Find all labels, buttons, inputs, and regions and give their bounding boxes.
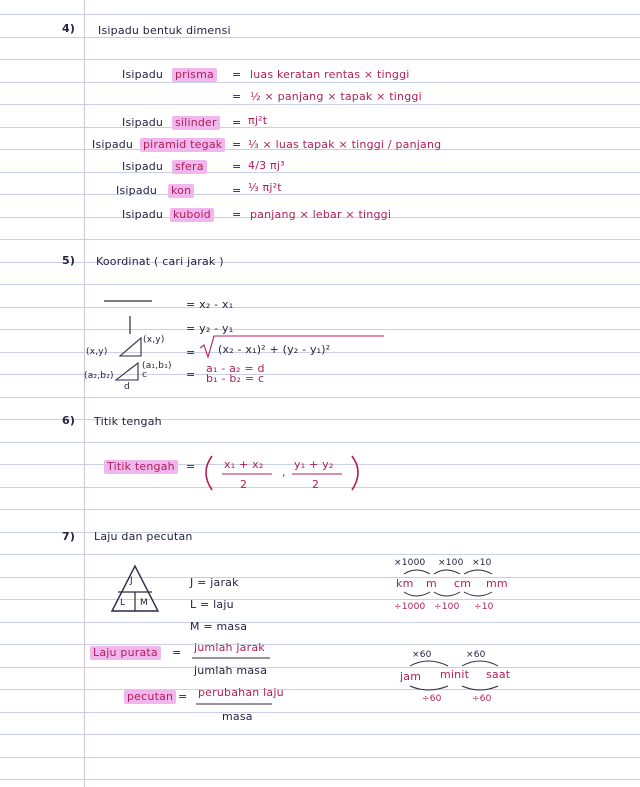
right-triangle-2	[116, 363, 138, 380]
point-label-1: (x,y)	[86, 347, 108, 357]
conv2-unit-saat: saat	[486, 668, 511, 681]
def-laju: L = laju	[190, 598, 234, 611]
midpoint-label: Titik tengah	[104, 460, 178, 474]
conv1-arrow-top-1	[434, 570, 460, 574]
laju-purata-eq: =	[172, 646, 182, 659]
row-prisma2-rhs: ½ × panjang × tapak × tinggi	[250, 90, 422, 103]
section-6-title: Titik tengah	[94, 415, 162, 428]
triangle-m: M	[140, 598, 148, 608]
section-7-number: 7)	[62, 530, 76, 543]
midpoint-num-y: y₁ + y₂	[294, 458, 334, 471]
conv1-unit-km: km	[396, 577, 414, 590]
section-5-number: 5)	[62, 254, 76, 267]
section-4-number: 4)	[62, 22, 76, 35]
row-silinder-rhs: πj²t	[248, 114, 268, 127]
row-silinder-label: Isipadu	[122, 116, 164, 129]
coord-eq-dist-sign: =	[186, 346, 196, 359]
conv2-arrow-bottom-0	[410, 686, 448, 690]
right-paren	[352, 456, 358, 490]
pecutan-label: pecutan	[124, 690, 176, 704]
def-jarak: J = jarak	[190, 576, 239, 589]
conv1-arrow-bottom-1	[434, 592, 460, 596]
triangle-l: L	[120, 598, 126, 608]
row-kon-label: Isipadu	[116, 184, 158, 197]
conv1-arrow-top-0	[404, 570, 430, 574]
coord-eq4-b: b₁ - b₂ = c	[206, 372, 265, 385]
side-label-d: d	[124, 382, 130, 392]
row-kuboid-rhs: panjang × lebar × tinggi	[250, 208, 392, 221]
conv2-bottom-0: ÷60	[422, 694, 442, 704]
conv1-top-2: ×10	[472, 558, 492, 568]
midpoint-den-x: 2	[240, 478, 248, 491]
row-kuboid-eq: =	[232, 208, 242, 221]
midpoint-comma: ,	[282, 466, 286, 479]
conv2-arrow-top-0	[410, 661, 448, 666]
conv1-top-0: ×1000	[394, 558, 426, 568]
pecutan-den: masa	[222, 710, 253, 723]
pecutan-eq: =	[178, 690, 188, 703]
row-prisma-highlight: prisma	[172, 68, 217, 82]
conv1-unit-m: m	[426, 577, 437, 590]
point-label-2: (x,y)	[143, 335, 165, 345]
row-piramid-highlight: piramid tegak	[140, 138, 225, 152]
row-piramid-eq: =	[232, 138, 242, 151]
row-prisma-rhs: luas keratan rentas × tinggi	[250, 68, 410, 81]
section-6-number: 6)	[62, 414, 76, 427]
conv2-top-1: ×60	[466, 650, 486, 660]
row-kuboid-label: Isipadu	[122, 208, 164, 221]
conv1-unit-mm: mm	[486, 577, 508, 590]
triangle-j: J	[130, 576, 133, 586]
coord-eq4-a: a₁ - a₂ = d	[206, 362, 265, 375]
row-silinder-eq: =	[232, 116, 242, 129]
conv1-bottom-2: ÷10	[474, 602, 494, 612]
row-prisma2-eq: =	[232, 90, 242, 103]
conv2-top-0: ×60	[412, 650, 432, 660]
row-silinder-highlight: silinder	[172, 116, 220, 130]
conv1-bottom-0: ÷1000	[394, 602, 426, 612]
midpoint-eq: =	[186, 460, 196, 473]
row-kon-eq: =	[232, 184, 242, 197]
coord-eq-x: = x₂ - x₁	[186, 298, 234, 311]
midpoint-den-y: 2	[312, 478, 320, 491]
conv2-unit-jam: jam	[400, 670, 422, 683]
conv2-unit-minit: minit	[440, 668, 470, 681]
conv1-arrow-bottom-2	[464, 592, 492, 596]
conv2-arrow-top-1	[462, 661, 498, 666]
coord-eq-y: = y₂ - y₁	[186, 322, 234, 335]
point-label-4: (a₂,b₂)	[84, 371, 114, 381]
laju-purata-den: jumlah masa	[194, 664, 268, 677]
conv2-arrow-bottom-1	[462, 686, 498, 690]
side-label-c: c	[142, 370, 148, 380]
conv2-bottom-1: ÷60	[472, 694, 492, 704]
left-paren	[206, 456, 212, 490]
midpoint-num-x: x₁ + x₂	[224, 458, 264, 471]
row-prisma-label: Isipadu	[122, 68, 164, 81]
row-kon-highlight: kon	[168, 184, 194, 198]
point-label-3: (a₁,b₁)	[142, 361, 172, 371]
row-prisma-eq: =	[232, 68, 242, 81]
row-sfera-eq: =	[232, 160, 242, 173]
conv1-top-1: ×100	[438, 558, 464, 568]
row-kon-rhs: ⅓ πj²t	[248, 181, 282, 194]
right-triangle-1	[120, 338, 141, 356]
pecutan-num: perubahan laju	[198, 686, 284, 699]
sqrt-sign	[200, 336, 384, 357]
section-7-title: Laju dan pecutan	[94, 530, 193, 543]
row-piramid-rhs: ⅓ × luas tapak × tinggi / panjang	[248, 138, 442, 151]
row-sfera-highlight: sfera	[172, 160, 207, 174]
conv1-bottom-1: ÷100	[434, 602, 460, 612]
row-sfera-rhs: 4/3 πj³	[248, 159, 285, 172]
row-piramid-label: Isipadu	[92, 138, 134, 151]
coord-eq-dist: (x₂ - x₁)² + (y₂ - y₁)²	[218, 343, 331, 356]
row-kuboid-highlight: kuboid	[170, 208, 214, 222]
laju-purata-num: jumlah jarak	[194, 641, 265, 654]
conv1-unit-cm: cm	[454, 577, 472, 590]
conv1-arrow-bottom-0	[404, 592, 430, 596]
coord-eq4-sign: =	[186, 368, 196, 381]
def-masa: M = masa	[190, 620, 248, 633]
row-sfera-label: Isipadu	[122, 160, 164, 173]
laju-purata-label: Laju purata	[90, 646, 161, 660]
conv1-arrow-top-2	[464, 570, 492, 574]
section-4-title: Isipadu bentuk dimensi	[98, 24, 231, 37]
section-5-title: Koordinat ( cari jarak )	[96, 255, 224, 268]
